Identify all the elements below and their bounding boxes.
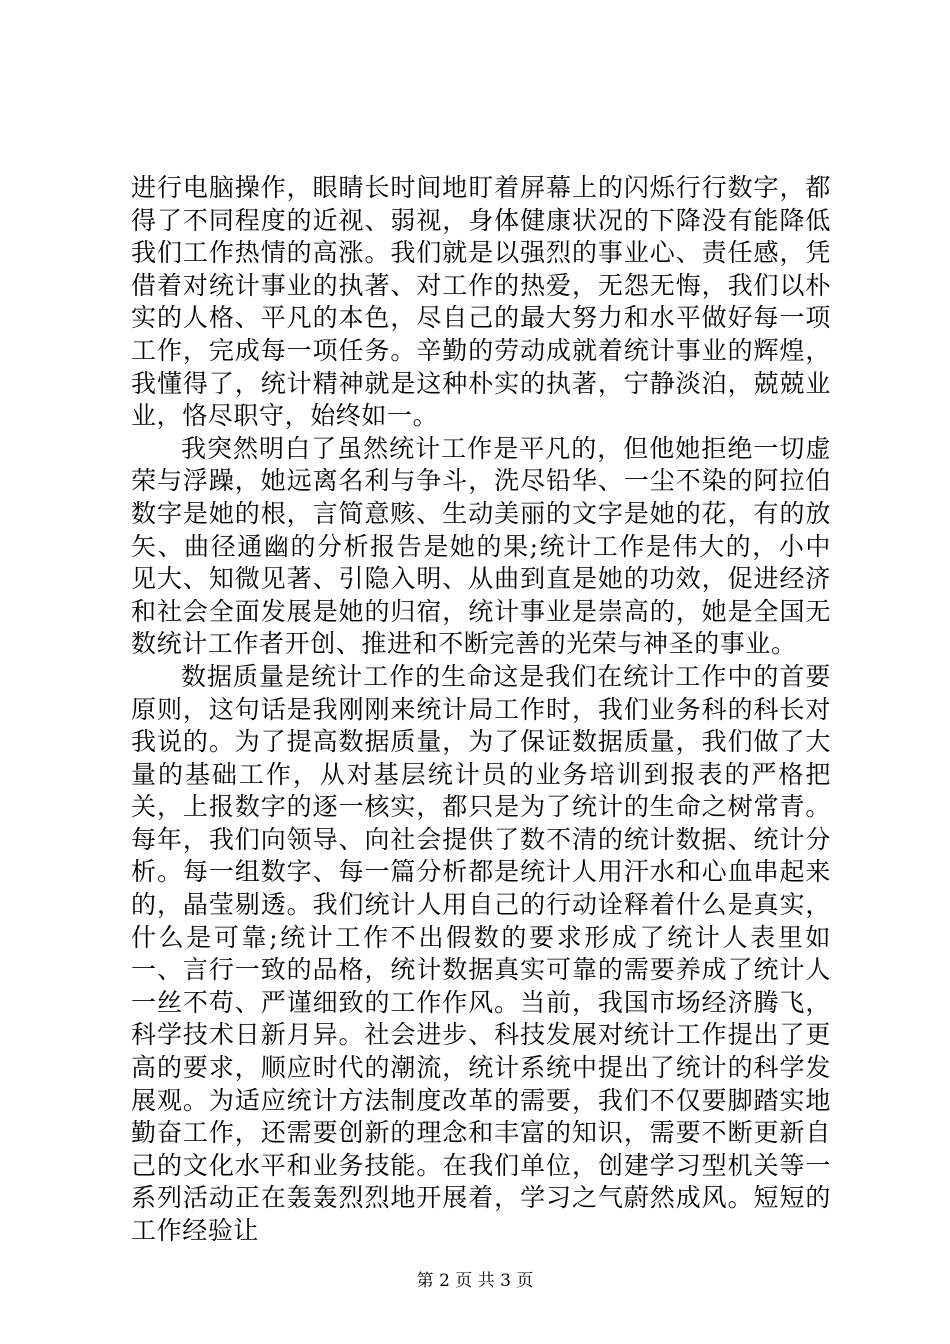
paragraph-2: 我突然明白了虽然统计工作是平凡的，但他她拒绝一切虚荣与浮躁，她远离名利与争斗，洗尽铅华、一尘不染的阿拉伯数字是她的根，言简意赅、生动美丽的文字是她的花，有的放矢、曲径通幽的分析报告是她的果;统计工作是伟大的，小中见大、知微见著、引隐入明、从曲到直是她的功效，促进经济和社会全面发展是她的归宿，统计事业是崇高的，她是全国无数统计工作者开创、推进和不断完善的光荣与神圣的事业。 (131, 433, 831, 659)
page-number-footer: 第 2 页 共 3 页 (416, 1271, 534, 1291)
paragraph-1: 进行电脑操作，眼睛长时间地盯着屏幕上的闪烁行行数字，都得了不同程度的近视、弱视，身体健康状况的下降没有能降低我们工作热情的高涨。我们就是以强烈的事业心、责任感，凭借着对统计事业的执著、对工作的热爱，无怨无悔，我们以朴实的人格、平凡的本色，尽自己的最大努力和水平做好每一项工作，完成每一项任务。辛勤的劳动成就着统计事业的辉煌，我懂得了，统计精神就是这种朴实的执著，宁静淡泊，兢兢业业，恪尽职守，始终如一。 (131, 173, 831, 431)
document-body (131, 172, 831, 1248)
paragraph-3: 数据质量是统计工作的生命这是我们在统计工作中的首要原则，这句话是我刚刚来统计局工作时，我们业务科的科长对我说的。为了提高数据质量，为了保证数据质量，我们做了大量的基础工作，从对基层统计员的业务培训到报表的严格把关，上报数字的逐一核实，都只是为了统计的生命之树常青。每年，我们向领导、向社会提供了数不清的统计数据、统计分析。每一组数字、每一篇分析都是统计人用汗水和心血串起来的，晶莹剔透。我们统计人用自己的行动诠释着什么是真实，什么是可靠;统计工作不出假数的要求形成了统计人表里如一、言行一致的品格，统计数据真实可靠的需要养成了统计人一丝不苟、严谨细致的工作作风。当前，我国市场经济腾飞，科学技术日新月异。社会进步、科技发展对统计工作提出了更高的要求，顺应时代的潮流，统计系统中提出了统计的科学发展观。为适应统计方法制度改革的需要，我们不仅要脚踏实地勤奋工作，还需要创新的理念和丰富的知识，需要不断更新自己的文化水平和业务技能。在我们单位，创建学习型机关等一系列活动正在轰轰烈烈地开展着，学习之气蔚然成风。短短的工作经验让 (131, 661, 831, 1245)
